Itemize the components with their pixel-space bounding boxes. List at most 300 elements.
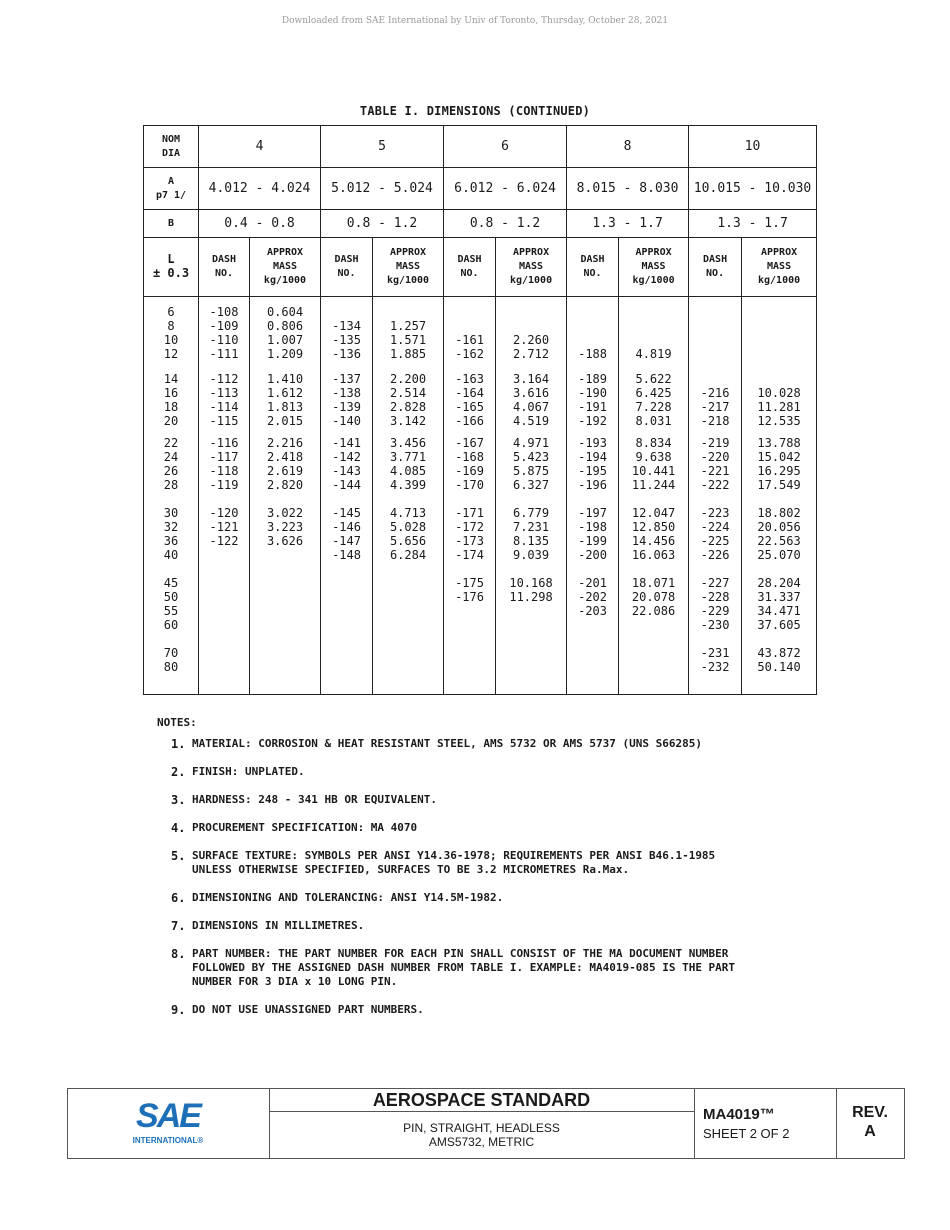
mass-cell-4-value: 2.015 xyxy=(266,414,304,429)
length-cell xyxy=(144,644,199,694)
sae-logo-cell xyxy=(68,1089,270,1158)
length-cell-value: 16 xyxy=(163,386,179,401)
notes-list xyxy=(157,737,837,1017)
mass-cell-5-value xyxy=(373,646,443,660)
mass-header-10: APPROX MASS kg/1000 xyxy=(742,238,817,296)
dash-cell-5-value xyxy=(321,618,372,632)
dash-cell-5-value: -148 xyxy=(332,547,361,562)
note-number: 3. xyxy=(171,793,186,807)
dash-cell-8 xyxy=(567,504,619,574)
nom-dia-row xyxy=(144,126,817,168)
length-cell-value: 20 xyxy=(163,414,179,429)
mass-cell-4-value xyxy=(250,604,320,618)
a-range-5: 5.012 - 5.024 xyxy=(321,168,444,210)
dash-cell-4 xyxy=(199,644,250,694)
dash-cell-5-value xyxy=(321,590,372,604)
mass-cell-6-value xyxy=(496,604,566,618)
b-row xyxy=(144,210,817,238)
dash-cell-4-value xyxy=(199,548,249,562)
note-number: 1. xyxy=(171,737,186,751)
dash-cell-4-value: -109 xyxy=(209,318,239,333)
mass-cell-4-value: 1.612 xyxy=(266,386,304,401)
nom-dia-8: 8 xyxy=(567,126,689,168)
mass-cell-10-value: 11.281 xyxy=(757,400,801,415)
mass-cell-10-value: 17.549 xyxy=(757,477,801,492)
b-range-6: 0.8 - 1.2 xyxy=(444,210,567,238)
dash-cell-8-value: -200 xyxy=(578,547,607,562)
mass-cell-10-value: 34.471 xyxy=(757,604,801,619)
mass-cell-6-value: 6.327 xyxy=(512,477,550,492)
note-number: 2. xyxy=(171,765,186,779)
dash-cell-6-value xyxy=(444,646,495,660)
mass-cell-6 xyxy=(496,574,567,644)
mass-cell-5-value xyxy=(373,660,443,674)
sae-logo-icon xyxy=(68,1089,269,1158)
mass-cell-6 xyxy=(496,504,567,574)
dash-cell-4-value xyxy=(199,604,249,618)
mass-cell-5-value: 2.514 xyxy=(389,386,427,401)
dash-cell-6-value: -166 xyxy=(455,414,484,429)
nom-dia-10: 10 xyxy=(689,126,817,168)
length-cell-value: 12 xyxy=(163,346,179,361)
dash-cell-10 xyxy=(689,504,742,574)
b-range-8: 1.3 - 1.7 xyxy=(567,210,689,238)
dash-cell-4-value: -111 xyxy=(209,346,239,361)
dash-cell-10-value: -222 xyxy=(700,477,730,492)
mass-cell-8-value: 8.834 xyxy=(635,435,672,450)
document-number-cell xyxy=(694,1089,837,1158)
mass-cell-8-value xyxy=(619,319,688,333)
mass-cell-8-value xyxy=(619,646,688,660)
dash-cell-6 xyxy=(444,434,496,504)
mass-cell-8 xyxy=(619,644,689,694)
dash-header-10: DASH NO. xyxy=(689,238,742,296)
mass-cell-5 xyxy=(373,574,444,644)
mass-cell-8-value: 18.071 xyxy=(631,576,676,591)
dash-cell-5-value: -144 xyxy=(332,477,361,492)
mass-cell-6-value: 4.519 xyxy=(512,414,550,429)
dash-cell-6-value: -176 xyxy=(455,590,484,605)
dash-cell-8-value xyxy=(567,333,618,347)
dash-cell-6-value xyxy=(444,319,495,333)
dash-cell-10-value: -219 xyxy=(700,435,730,450)
dash-cell-6-value: -170 xyxy=(455,477,484,492)
mass-cell-5-value: 3.456 xyxy=(389,435,427,450)
mass-header-8: APPROX MASS kg/1000 xyxy=(619,238,689,296)
mass-cell-10-value: 18.802 xyxy=(757,505,801,520)
dash-cell-4-value xyxy=(199,618,249,632)
dash-cell-6-value xyxy=(444,305,495,319)
table-row xyxy=(144,296,817,370)
length-cell-value: 28 xyxy=(163,477,179,492)
dash-cell-6-value xyxy=(444,618,495,632)
download-watermark: Downloaded from SAE International by Univ of Toronto, Thursday, October 28, 2021 xyxy=(281,16,669,26)
mass-cell-5 xyxy=(373,370,444,433)
note-text: SURFACE TEXTURE: SYMBOLS PER ANSI Y14.36-1978; REQUIREMENTS PER ANSI B46.1-1985 xyxy=(192,849,716,862)
dash-cell-5 xyxy=(321,504,373,574)
note-text: HARDNESS: 248 - 341 HB OR EQUIVALENT. xyxy=(192,793,438,806)
note-number: 8. xyxy=(171,947,186,961)
mass-cell-6 xyxy=(496,296,567,370)
dash-cell-5-value xyxy=(321,576,372,590)
mass-cell-4-value xyxy=(250,660,320,674)
note-number: 6. xyxy=(171,891,186,905)
sheet-number: SHEET 2 OF 2 xyxy=(703,1126,790,1141)
dash-cell-4-value: -120 xyxy=(209,505,239,520)
dash-cell-8-value: -195 xyxy=(578,463,607,478)
length-cell-value: 50 xyxy=(163,590,179,605)
mass-cell-10-value xyxy=(742,305,816,319)
dash-cell-10-value xyxy=(689,333,741,347)
a-label: A p7 1/ xyxy=(144,168,199,210)
revision-cell xyxy=(836,1089,904,1158)
l-label: L ± 0.3 xyxy=(144,238,199,296)
mass-cell-10-value: 12.535 xyxy=(757,414,801,429)
dash-cell-4-value: -114 xyxy=(209,400,239,415)
dash-cell-10-value: -224 xyxy=(700,519,730,534)
mass-cell-8-value: 7.228 xyxy=(635,400,672,415)
dash-cell-4-value: -118 xyxy=(209,463,239,478)
dash-cell-6-value: -175 xyxy=(455,576,484,591)
note-item xyxy=(157,793,837,807)
mass-cell-4-value: 1.007 xyxy=(266,332,304,347)
mass-cell-4-value: 1.209 xyxy=(266,346,304,361)
mass-cell-6-value xyxy=(496,618,566,632)
mass-cell-5-value: 1.885 xyxy=(389,346,427,361)
dash-cell-6 xyxy=(444,504,496,574)
dash-cell-6-value: -174 xyxy=(455,547,484,562)
length-cell-value: 6 xyxy=(167,304,175,319)
mass-header-5: APPROX MASS kg/1000 xyxy=(373,238,444,296)
dash-cell-6-value: -172 xyxy=(455,519,484,534)
dash-cell-4-value: -116 xyxy=(209,435,239,450)
mass-cell-4-value: 1.410 xyxy=(266,372,304,387)
dash-cell-6-value: -163 xyxy=(455,372,484,387)
dash-cell-8-value: -198 xyxy=(578,519,607,534)
mass-cell-10-value xyxy=(742,372,816,386)
length-cell-value: 80 xyxy=(163,660,179,675)
standard-type: AEROSPACE STANDARD xyxy=(269,1089,694,1112)
column-header-row xyxy=(144,238,817,296)
a-range-10: 10.015 - 10.030 xyxy=(689,168,817,210)
mass-cell-5-value xyxy=(373,305,443,319)
dash-cell-5-value: -146 xyxy=(332,519,361,534)
length-cell xyxy=(144,504,199,574)
note-number: 5. xyxy=(171,849,186,863)
mass-cell-6-value: 10.168 xyxy=(509,576,553,591)
b-range-5: 0.8 - 1.2 xyxy=(321,210,444,238)
mass-cell-6-value: 2.712 xyxy=(512,346,550,361)
mass-cell-6-value: 5.423 xyxy=(512,449,550,464)
mass-cell-6-value xyxy=(496,305,566,319)
mass-cell-10-value: 28.204 xyxy=(757,576,801,591)
dash-cell-10-value: -218 xyxy=(700,414,730,429)
dash-cell-5 xyxy=(321,434,373,504)
length-cell-value: 36 xyxy=(163,533,179,548)
mass-cell-10 xyxy=(742,296,817,370)
note-item xyxy=(157,737,837,751)
length-cell-value: 70 xyxy=(163,646,179,661)
mass-cell-5-value: 3.771 xyxy=(389,449,427,464)
dash-cell-10 xyxy=(689,296,742,370)
mass-cell-5-value: 1.257 xyxy=(389,318,427,333)
mass-cell-5 xyxy=(373,644,444,694)
mass-cell-5 xyxy=(373,434,444,504)
dash-cell-8-value: -193 xyxy=(578,435,607,450)
sae-logo-subtext: INTERNATIONAL® xyxy=(132,1136,204,1145)
notes-section xyxy=(157,716,837,1031)
nom-dia-6: 6 xyxy=(444,126,567,168)
mass-header-6: APPROX MASS kg/1000 xyxy=(496,238,567,296)
nom-dia-5: 5 xyxy=(321,126,444,168)
length-cell-value: 18 xyxy=(163,400,179,415)
dash-cell-4 xyxy=(199,504,250,574)
dash-cell-10-value xyxy=(689,319,741,333)
a-range-4: 4.012 - 4.024 xyxy=(199,168,321,210)
mass-cell-8-value xyxy=(619,333,688,347)
dash-cell-6-value: -164 xyxy=(455,386,484,401)
dash-cell-5-value: -145 xyxy=(332,505,361,520)
mass-cell-4-value xyxy=(250,646,320,660)
mass-cell-5-value xyxy=(373,604,443,618)
nom-dia-4: 4 xyxy=(199,126,321,168)
note-text: NUMBER FOR 3 DIA x 10 LONG PIN. xyxy=(192,975,398,988)
dash-cell-4-value: -112 xyxy=(209,372,239,387)
mass-cell-4-value: 2.820 xyxy=(266,477,304,492)
length-cell-value: 60 xyxy=(163,618,179,633)
dash-cell-5-value: -141 xyxy=(332,435,361,450)
mass-cell-4 xyxy=(250,296,321,370)
mass-cell-8 xyxy=(619,504,689,574)
note-item xyxy=(157,821,837,835)
dash-cell-5-value: -138 xyxy=(332,386,361,401)
dash-cell-4-value xyxy=(199,660,249,674)
dash-cell-6-value: -169 xyxy=(455,463,484,478)
dash-cell-10-value: -217 xyxy=(700,400,730,415)
dash-cell-4-value: -110 xyxy=(209,332,239,347)
mass-cell-5-value: 5.028 xyxy=(389,519,427,534)
mass-cell-4-value: 2.418 xyxy=(266,449,304,464)
mass-cell-10-value: 37.605 xyxy=(757,618,801,633)
dash-cell-8 xyxy=(567,434,619,504)
length-cell-value: 24 xyxy=(163,449,179,464)
nom-dia-label: NOM DIA xyxy=(144,126,199,168)
mass-cell-4 xyxy=(250,370,321,433)
mass-cell-4-value xyxy=(250,618,320,632)
table-row xyxy=(144,644,817,694)
dash-cell-8-value: -188 xyxy=(578,346,607,361)
mass-cell-4 xyxy=(250,434,321,504)
length-cell-value: 8 xyxy=(167,318,175,333)
mass-cell-6-value: 4.067 xyxy=(512,400,550,415)
mass-cell-10 xyxy=(742,574,817,644)
mass-cell-6-value: 7.231 xyxy=(512,519,550,534)
dash-cell-10-value: -228 xyxy=(700,590,730,605)
length-cell xyxy=(144,296,199,370)
dash-cell-8-value: -197 xyxy=(578,505,607,520)
dash-cell-10-value: -216 xyxy=(700,386,730,401)
dash-cell-4-value: -122 xyxy=(209,533,239,548)
mass-cell-4-value: 0.806 xyxy=(266,318,304,333)
mass-cell-8-value: 22.086 xyxy=(631,604,676,619)
table-row xyxy=(144,574,817,644)
mass-cell-5-value: 4.399 xyxy=(389,477,427,492)
revision-value: A xyxy=(864,1123,876,1140)
dash-cell-8-value: -192 xyxy=(578,414,607,429)
mass-cell-8-value: 8.031 xyxy=(635,414,672,429)
mass-cell-5 xyxy=(373,504,444,574)
mass-cell-6-value: 6.779 xyxy=(512,505,550,520)
mass-cell-6-value: 2.260 xyxy=(512,332,550,347)
dash-cell-8-value: -194 xyxy=(578,449,607,464)
mass-header-4: APPROX MASS kg/1000 xyxy=(250,238,321,296)
note-item xyxy=(157,765,837,779)
dash-cell-5 xyxy=(321,644,373,694)
mass-cell-8-value: 12.850 xyxy=(631,519,676,534)
mass-cell-10 xyxy=(742,370,817,433)
dash-cell-10 xyxy=(689,644,742,694)
dash-cell-10-value: -220 xyxy=(700,449,730,464)
mass-cell-8 xyxy=(619,370,689,433)
dash-cell-5-value: -147 xyxy=(332,533,361,548)
mass-cell-8-value: 20.078 xyxy=(631,590,676,605)
mass-cell-10-value: 16.295 xyxy=(757,463,801,478)
dash-cell-10-value xyxy=(689,372,741,386)
document-title-line: AMS5732, METRIC xyxy=(428,1135,535,1149)
dash-cell-10-value xyxy=(689,347,741,361)
mass-cell-8-value: 9.638 xyxy=(635,449,672,464)
dash-cell-8-value xyxy=(567,618,618,632)
table-row xyxy=(144,434,817,504)
dash-cell-6 xyxy=(444,296,496,370)
dash-cell-4 xyxy=(199,574,250,644)
dash-cell-8-value xyxy=(567,660,618,674)
dash-cell-10-value: -230 xyxy=(700,618,730,633)
length-cell-value: 40 xyxy=(163,547,179,562)
title-block xyxy=(67,1088,905,1159)
length-cell-value: 30 xyxy=(163,505,179,520)
note-item xyxy=(157,849,837,877)
mass-cell-8-value: 12.047 xyxy=(631,505,676,520)
a-range-6: 6.012 - 6.024 xyxy=(444,168,567,210)
mass-cell-8-value xyxy=(619,618,688,632)
mass-cell-5-value: 1.571 xyxy=(389,332,427,347)
dash-cell-10-value: -231 xyxy=(700,646,730,661)
dash-cell-8-value xyxy=(567,646,618,660)
mass-cell-6 xyxy=(496,434,567,504)
dash-cell-10-value: -221 xyxy=(700,463,730,478)
document-title-line: PIN, STRAIGHT, HEADLESS xyxy=(403,1121,560,1135)
dash-cell-5-value: -142 xyxy=(332,449,361,464)
mass-cell-6-value: 8.135 xyxy=(512,533,550,548)
note-text: DIMENSIONS IN MILLIMETRES. xyxy=(192,919,365,932)
dash-header-5: DASH NO. xyxy=(321,238,373,296)
mass-cell-5 xyxy=(373,296,444,370)
mass-cell-5-value: 2.828 xyxy=(389,400,427,415)
revision-label: REV. xyxy=(852,1104,888,1121)
dash-cell-5-value: -137 xyxy=(332,372,361,387)
standard-title-cell xyxy=(269,1089,695,1158)
mass-cell-10 xyxy=(742,434,817,504)
dash-cell-4-value: -113 xyxy=(209,386,239,401)
mass-cell-8-value: 10.441 xyxy=(631,463,676,478)
dash-cell-6-value: -162 xyxy=(455,346,484,361)
mass-cell-6-value: 11.298 xyxy=(509,590,553,605)
mass-cell-10-value: 25.070 xyxy=(757,547,801,562)
mass-cell-4-value: 3.223 xyxy=(266,519,304,534)
dash-cell-6-value: -173 xyxy=(455,533,484,548)
note-item xyxy=(157,891,837,905)
mass-cell-4 xyxy=(250,504,321,574)
dash-cell-8 xyxy=(567,574,619,644)
mass-cell-4 xyxy=(250,644,321,694)
dash-cell-5-value xyxy=(321,305,372,319)
mass-cell-6-value: 3.164 xyxy=(512,372,550,387)
document-title xyxy=(269,1112,694,1149)
mass-cell-4-value: 0.604 xyxy=(266,304,304,319)
dimensions-table xyxy=(143,125,817,695)
note-number: 4. xyxy=(171,821,186,835)
mass-cell-10-value: 43.872 xyxy=(757,646,801,661)
mass-cell-5-value: 5.656 xyxy=(389,533,427,548)
dash-cell-10-value: -232 xyxy=(700,660,730,675)
dash-cell-10-value: -223 xyxy=(700,505,730,520)
dash-cell-6-value: -167 xyxy=(455,435,484,450)
note-number: 9. xyxy=(171,1003,186,1017)
mass-cell-5-value: 4.085 xyxy=(389,463,427,478)
dash-cell-5-value xyxy=(321,646,372,660)
dash-cell-10 xyxy=(689,370,742,433)
dash-cell-6-value xyxy=(444,604,495,618)
note-text: UNLESS OTHERWISE SPECIFIED, SURFACES TO BE 3.2 MICROMETRES Ra.Max. xyxy=(192,863,630,876)
dash-cell-6-value: -165 xyxy=(455,400,484,415)
note-text: PART NUMBER: THE PART NUMBER FOR EACH PIN SHALL CONSIST OF THE MA DOCUMENT NUMBER xyxy=(192,947,729,960)
length-cell-value: 45 xyxy=(163,576,179,591)
dash-cell-8-value: -189 xyxy=(578,372,607,387)
dash-cell-4-value xyxy=(199,576,249,590)
note-number: 7. xyxy=(171,919,186,933)
dash-cell-5-value: -140 xyxy=(332,414,361,429)
dash-cell-4-value xyxy=(199,646,249,660)
dash-cell-6 xyxy=(444,370,496,433)
dash-cell-8 xyxy=(567,296,619,370)
dash-cell-5-value: -139 xyxy=(332,400,361,415)
mass-cell-6-value xyxy=(496,660,566,674)
note-text: FOLLOWED BY THE ASSIGNED DASH NUMBER FROM TABLE I. EXAMPLE: MA4019-085 IS THE PART xyxy=(192,961,736,974)
dash-cell-8-value: -191 xyxy=(578,400,607,415)
length-cell xyxy=(144,574,199,644)
dash-cell-10-value: -227 xyxy=(700,576,730,591)
dash-cell-4-value: -108 xyxy=(209,304,239,319)
notes-title: NOTES: xyxy=(157,716,197,729)
length-cell-value: 32 xyxy=(163,519,179,534)
mass-cell-10-value: 15.042 xyxy=(757,449,801,464)
dash-cell-6 xyxy=(444,574,496,644)
mass-cell-4-value xyxy=(250,590,320,604)
mass-cell-6-value xyxy=(496,319,566,333)
dash-cell-5-value: -134 xyxy=(332,318,361,333)
mass-cell-8-value xyxy=(619,305,688,319)
table-row xyxy=(144,504,817,574)
mass-cell-10-value: 31.337 xyxy=(757,590,801,605)
mass-cell-10 xyxy=(742,644,817,694)
mass-cell-10-value: 13.788 xyxy=(757,435,801,450)
dash-cell-6-value: -161 xyxy=(455,332,484,347)
dash-cell-6-value: -168 xyxy=(455,449,484,464)
mass-cell-10-value: 20.056 xyxy=(757,519,801,534)
note-item xyxy=(157,947,837,989)
mass-cell-8 xyxy=(619,574,689,644)
